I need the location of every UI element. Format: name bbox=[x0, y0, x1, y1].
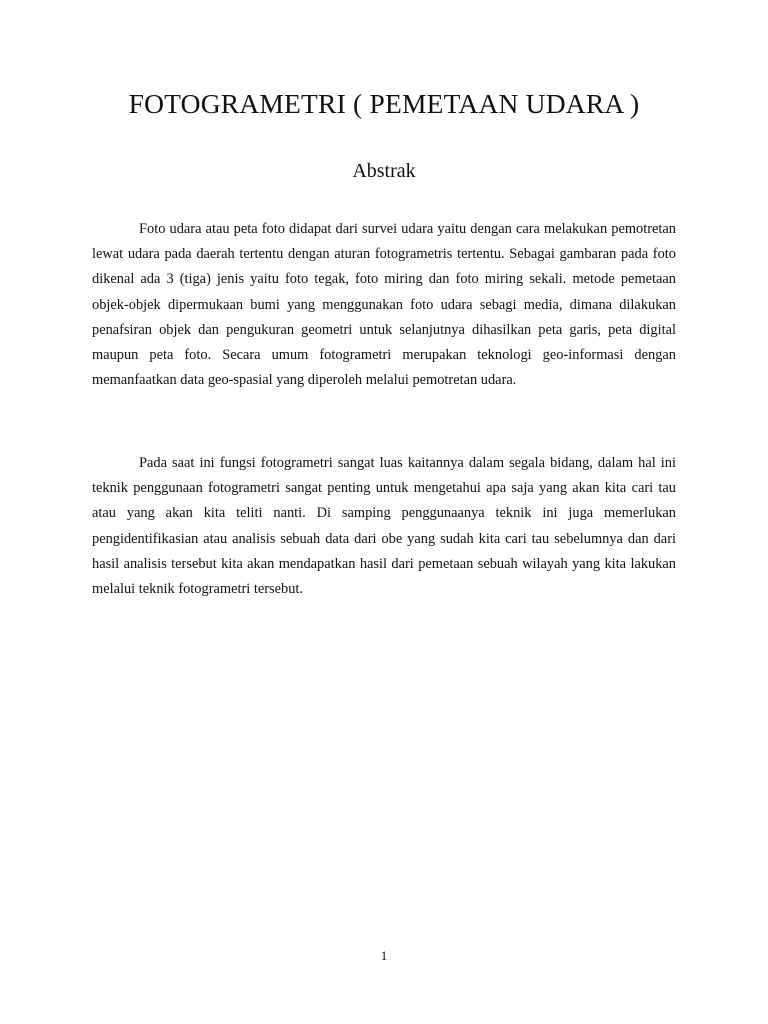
page-number: 1 bbox=[380, 948, 388, 963]
abstract-paragraph-1: Foto udara atau peta foto didapat dari survei udara yaitu dengan cara melakukan pemotretan lewat udara pada daerah tertentu dengan aturan fotogrametris tertentu. Sebagai gambaran pada foto dikenal ada 3 (tiga) jenis yaitu foto tegak, foto miring dan foto miring sekali. metode pemetaan objek-objek dipermukaan bumi yang menggunakan foto udara sebagi media, dimana dilakukan penafsiran objek dan pengukuran geometri untuk selanjutnya dihasilkan peta garis, peta digital maupun peta foto. Secara umum fotogrametri merupakan teknologi geo-informasi dengan memanfaatkan data geo-spasial yang diperoleh melalui pemotretan udara. bbox=[92, 221, 676, 389]
abstract-heading: Abstrak bbox=[352, 160, 416, 182]
abstract-paragraph-2: Pada saat ini fungsi fotogrametri sangat luas kaitannya dalam segala bidang, dalam hal ini teknik penggunaan fotogrametri sangat penting untuk mengetahui apa saja yang akan kita cari tau atau yang akan kita teliti nanti. Di samping penggunaanya teknik ini juga memerlukan pengidentifikasian atau analisis sebuah data dari obe yang sudah kita cari tau sebelumnya dan dari hasil analisis tersebut kita akan mendapatkan hasil dari pemetaan sebuah wilayah yang kita lakukan melalui teknik fotogrametri tersebut. bbox=[92, 455, 676, 598]
page-title: FOTOGRAMETRI ( PEMETAAN UDARA ) bbox=[128, 88, 640, 119]
